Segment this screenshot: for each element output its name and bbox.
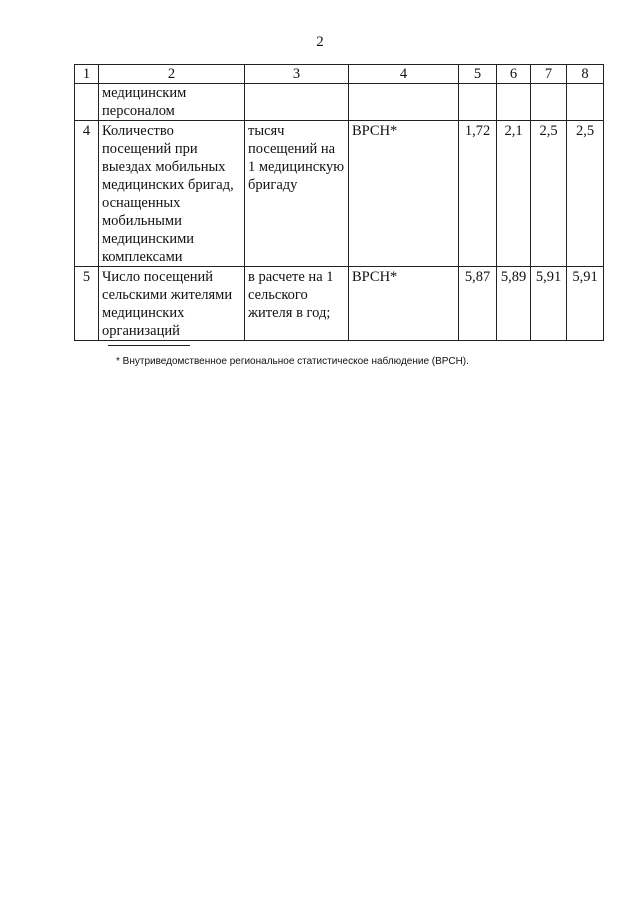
value-cell <box>567 84 604 121</box>
column-header: 8 <box>567 65 604 84</box>
column-header: 7 <box>531 65 567 84</box>
value-cell: 5,91 <box>531 267 567 341</box>
value-cell <box>459 84 497 121</box>
source-cell: ВРСН* <box>349 267 459 341</box>
value-cell <box>497 84 531 121</box>
value-cell: 5,91 <box>567 267 604 341</box>
row-number-cell: 5 <box>75 267 99 341</box>
table-row <box>75 121 604 267</box>
value-cell: 2,5 <box>531 121 567 267</box>
column-header: 1 <box>75 65 99 84</box>
source-cell: ВРСН* <box>349 121 459 267</box>
indicator-name-cell: Количество посещений при выездах мобильных медицинских бригад, оснащенных мобильными медицинскими комплексами <box>99 121 245 267</box>
row-number-cell: 4 <box>75 121 99 267</box>
unit-cell <box>245 84 349 121</box>
row-number-cell <box>75 84 99 121</box>
value-cell: 5,89 <box>497 267 531 341</box>
page-number: 2 <box>316 34 324 50</box>
column-header: 6 <box>497 65 531 84</box>
value-cell <box>531 84 567 121</box>
unit-cell: в расчете на 1 сельского жителя в год; <box>245 267 349 341</box>
table-header-row <box>75 65 604 84</box>
source-cell <box>349 84 459 121</box>
footnote: * Внутриведомственное региональное статистическое наблюдение (ВРСН). <box>116 356 469 367</box>
table-row <box>75 84 604 121</box>
indicators-table <box>74 64 604 341</box>
unit-cell: тысяч посещений на 1 медицинскую бригаду <box>245 121 349 267</box>
value-cell: 2,1 <box>497 121 531 267</box>
column-header: 4 <box>349 65 459 84</box>
footnote-divider <box>108 345 190 346</box>
value-cell: 2,5 <box>567 121 604 267</box>
column-header: 5 <box>459 65 497 84</box>
value-cell: 5,87 <box>459 267 497 341</box>
column-header: 2 <box>99 65 245 84</box>
table-row <box>75 267 604 341</box>
value-cell: 1,72 <box>459 121 497 267</box>
column-header: 3 <box>245 65 349 84</box>
indicator-name-cell: медицинским персоналом <box>99 84 245 121</box>
indicator-name-cell: Число посещений сельскими жителями медицинских организаций <box>99 267 245 341</box>
